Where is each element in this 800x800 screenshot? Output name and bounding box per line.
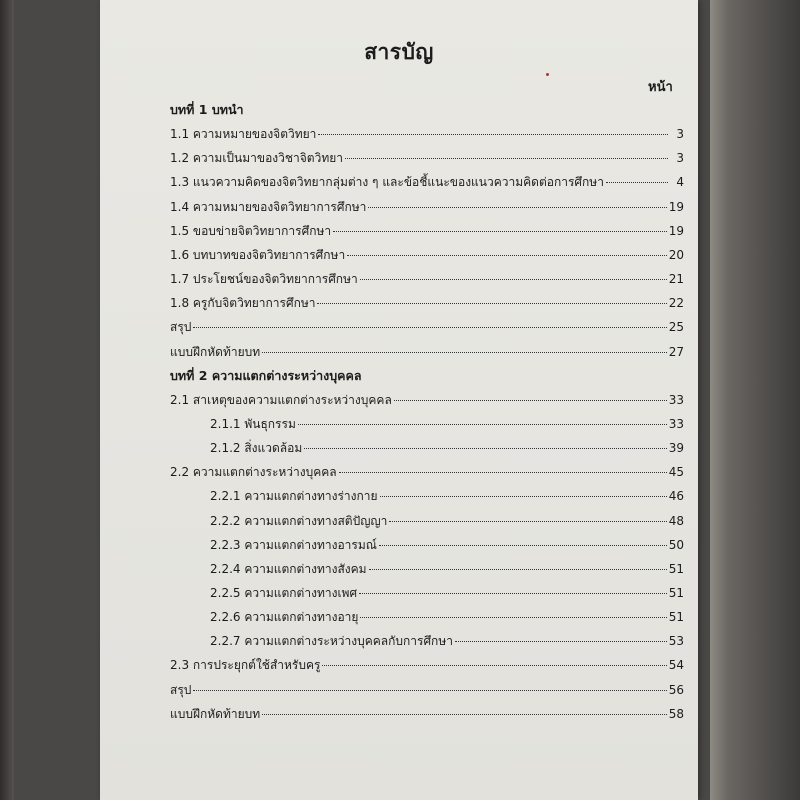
toc-dot-leader bbox=[368, 206, 666, 208]
toc-entry-title: 1.3 แนวความคิดของจิตวิทยากลุ่มต่าง ๆ และข้อชี้แนะของแนวความคิดต่อการศึกษา bbox=[170, 175, 604, 190]
toc-page-number: 54 bbox=[668, 658, 684, 673]
page-column-header: หน้า bbox=[648, 80, 673, 95]
toc-page-number: 46 bbox=[668, 489, 684, 504]
toc-dot-leader bbox=[389, 520, 666, 522]
toc-entry bbox=[210, 559, 684, 579]
toc-entry bbox=[210, 631, 684, 651]
toc-entry bbox=[170, 390, 684, 410]
toc-dot-leader bbox=[360, 278, 667, 280]
toc-dot-leader bbox=[380, 495, 667, 497]
toc-page-number: 3 bbox=[676, 127, 684, 142]
toc-entry-title: สรุป bbox=[170, 320, 192, 335]
toc-page-number: 3 bbox=[676, 151, 684, 166]
toc-entry-title: 2.2.2 ความแตกต่างทางสติปัญญา bbox=[210, 513, 388, 528]
toc-entry-title: 2.1.1 พันธุกรรม bbox=[210, 416, 296, 431]
toc-dot-leader bbox=[262, 713, 667, 715]
toc-entry bbox=[210, 511, 684, 531]
toc-dot-leader bbox=[369, 568, 667, 570]
toc-entry bbox=[210, 414, 684, 434]
toc-dot-leader bbox=[262, 351, 667, 353]
toc-page-number: 22 bbox=[668, 296, 684, 311]
toc-page-number: 51 bbox=[668, 586, 684, 600]
toc-entry-title: 2.1 สาเหตุของความแตกต่างระหว่างบุคคล bbox=[170, 392, 392, 407]
toc-page-number: 19 bbox=[668, 199, 684, 214]
toc-dot-leader bbox=[193, 689, 666, 691]
toc-dot-leader bbox=[339, 471, 667, 473]
toc-entry bbox=[170, 197, 684, 217]
toc-chapter-heading bbox=[170, 366, 684, 386]
book-edge bbox=[710, 0, 800, 800]
toc-page-number: 53 bbox=[668, 634, 684, 649]
toc-dot-leader bbox=[304, 447, 666, 449]
document-page bbox=[100, 0, 698, 800]
toc-page-number: 20 bbox=[668, 247, 684, 262]
toc-page-number: 19 bbox=[668, 223, 684, 238]
toc-page-number: 33 bbox=[668, 416, 684, 431]
toc-dot-leader bbox=[193, 326, 666, 328]
toc-entry bbox=[170, 124, 684, 144]
toc-entry-title: 1.2 ความเป็นมาของวิชาจิตวิทยา bbox=[170, 151, 344, 166]
toc-entry bbox=[170, 462, 684, 482]
toc-page-number: 21 bbox=[668, 272, 684, 287]
ink-speck bbox=[546, 73, 549, 76]
toc-entry bbox=[170, 342, 684, 362]
toc-entry bbox=[170, 172, 684, 192]
toc-entry-title: 2.2.3 ความแตกต่างทางอารมณ์ bbox=[210, 537, 377, 552]
toc-entry bbox=[210, 535, 684, 555]
toc-entry bbox=[210, 583, 684, 603]
toc-dot-leader bbox=[359, 592, 667, 594]
toc-page-number: 51 bbox=[668, 610, 684, 625]
toc-entry-title: สรุป bbox=[170, 682, 192, 697]
toc-entry bbox=[170, 655, 684, 675]
toc-entry-title: 1.5 ขอบข่ายจิตวิทยาการศึกษา bbox=[170, 223, 332, 238]
toc-entry-title: 1.8 ครูกับจิตวิทยาการศึกษา bbox=[170, 296, 316, 311]
toc-page-number: 4 bbox=[676, 175, 684, 190]
toc-entry-title: 2.2.4 ความแตกต่างทางสังคม bbox=[210, 561, 367, 576]
toc-dot-leader bbox=[317, 302, 666, 304]
toc-dot-leader bbox=[455, 640, 667, 642]
toc-dot-leader bbox=[347, 254, 667, 256]
toc-entry-title: แบบฝึกหัดท้ายบท bbox=[170, 344, 261, 359]
toc-chapter-heading bbox=[170, 100, 684, 120]
toc-entry bbox=[170, 269, 684, 289]
page-title: สารบัญ bbox=[364, 40, 434, 64]
toc-entry bbox=[210, 438, 684, 458]
toc-page-number: 51 bbox=[668, 561, 684, 576]
toc-page-number: 48 bbox=[668, 513, 684, 528]
toc-page-number: 39 bbox=[668, 441, 684, 456]
toc-entry bbox=[170, 317, 684, 337]
toc-entry-title: แบบฝึกหัดท้ายบท bbox=[170, 706, 261, 721]
toc-entry-title: 1.4 ความหมายของจิตวิทยาการศึกษา bbox=[170, 199, 367, 214]
toc-dot-leader bbox=[298, 423, 667, 425]
toc-page-number: 33 bbox=[668, 392, 684, 407]
toc-page-number: 45 bbox=[668, 465, 684, 480]
toc-dot-leader bbox=[345, 157, 668, 159]
toc-entry bbox=[170, 148, 684, 168]
toc-page-number: 25 bbox=[668, 320, 684, 335]
toc-entry-title: 1.1 ความหมายของจิตวิทยา bbox=[170, 127, 317, 142]
toc-entry-title: 2.2.6 ความแตกต่างทางอายุ bbox=[210, 610, 359, 625]
toc-entry bbox=[170, 221, 684, 241]
toc-page-number: 56 bbox=[668, 682, 684, 697]
toc-entry-title: 2.2.7 ความแตกต่างระหว่างบุคคลกับการศึกษา bbox=[210, 634, 453, 649]
book-gutter-shadow bbox=[0, 0, 14, 800]
toc-entry-title: บทที่ 1 บทนำ bbox=[170, 102, 244, 117]
toc-entry-title: 1.7 ประโยชน์ของจิตวิทยาการศึกษา bbox=[170, 272, 358, 287]
toc-entry bbox=[210, 607, 684, 627]
toc-page-number: 50 bbox=[668, 537, 684, 552]
toc-dot-leader bbox=[360, 616, 666, 618]
toc-page-number: 58 bbox=[668, 706, 684, 721]
toc-dot-leader bbox=[606, 181, 668, 183]
toc-entry-title: บทที่ 2 ความแตกต่างระหว่างบุคคล bbox=[170, 367, 362, 383]
toc-entry bbox=[210, 486, 684, 506]
toc-entry bbox=[170, 245, 684, 265]
toc-entry bbox=[170, 293, 684, 313]
toc-page-number: 27 bbox=[668, 344, 684, 359]
toc-entry-title: 2.2 ความแตกต่างระหว่างบุคคล bbox=[170, 465, 337, 480]
toc-dot-leader bbox=[318, 133, 668, 135]
toc-entry-title: 1.6 บทบาทของจิตวิทยาการศึกษา bbox=[170, 247, 346, 262]
toc-entry bbox=[170, 704, 684, 724]
toc-dot-leader bbox=[333, 230, 667, 232]
toc-dot-leader bbox=[379, 544, 667, 546]
toc-entry bbox=[170, 680, 684, 700]
toc-dot-leader bbox=[322, 664, 666, 666]
toc-entry-title: 2.1.2 สิ่งแวดล้อม bbox=[210, 441, 303, 456]
toc-entry-title: 2.2.1 ความแตกต่างทางร่างกาย bbox=[210, 489, 378, 504]
toc-dot-leader bbox=[394, 399, 667, 401]
toc-entry-title: 2.2.5 ความแตกต่างทางเพศ bbox=[210, 586, 358, 600]
toc-entry-title: 2.3 การประยุกต์ใช้สำหรับครู bbox=[170, 658, 321, 673]
